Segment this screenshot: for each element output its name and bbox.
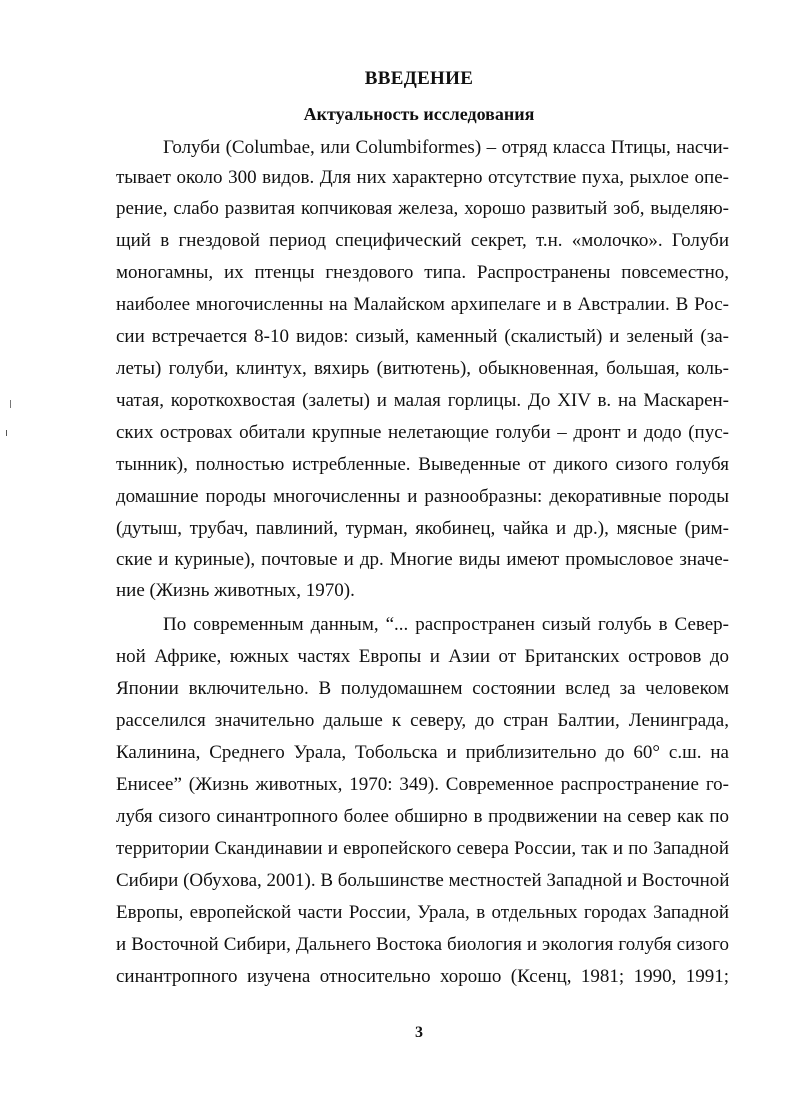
paragraph-line: ских островах обитали крупные нелетающие голуби – дронт и додо (пус- <box>116 422 729 443</box>
paragraph-line: территории Скандинавии и европейского севера России, так и по Западной <box>116 838 729 859</box>
paragraph-line: По современным данным, “... распространен сизый голубь в Север- <box>163 614 729 635</box>
paragraph-line: и Восточной Сибири, Дальнего Востока биология и экология голубя сизого <box>116 934 729 955</box>
paragraph-line: наиболее многочисленны на Малайском архипелаге и в Австралии. В Рос- <box>116 294 729 315</box>
section-subtitle: Актуальность исследования <box>303 104 535 124</box>
margin-scan-mark <box>6 430 7 436</box>
paragraph-line: моногамны, их птенцы гнездового типа. Распространены повсеместно, <box>116 262 729 283</box>
paragraph-line: лубя сизого синантропного более обширно в продвижении на север как по <box>116 806 729 827</box>
paragraph-line: рение, слабо развитая копчиковая железа, хорошо развитый зоб, выделяю- <box>116 198 729 219</box>
paragraph-line: Калинина, Среднего Урала, Тобольска и приблизительно до 60° с.ш. на <box>116 742 729 763</box>
paragraph-line: Голуби (Columbae, или Columbiformes) – отряд класса Птицы, насчи- <box>163 137 729 158</box>
paragraph-line: Европы, европейской части России, Урала, в отдельных городах Западной <box>116 902 729 923</box>
paragraph-line: Сибири (Обухова, 2001). В большинстве местностей Западной и Восточной <box>116 870 730 891</box>
paragraph-line: ние (Жизнь животных, 1970). <box>116 580 355 601</box>
paragraph-line: ские и куриные), почтовые и др. Многие виды имеют промысловое значе- <box>116 549 729 570</box>
section-title: ВВЕДЕНИЕ <box>364 68 474 89</box>
paragraph-line: расселился значительно дальше к северу, до стран Балтии, Ленинграда, <box>116 710 729 731</box>
margin-scan-mark-secondary <box>10 400 11 408</box>
paragraph-line: домашние породы многочисленны и разнообразны: декоративные породы <box>116 486 729 507</box>
paragraph-line: Енисее” (Жизнь животных, 1970: 349). Современное распространение го- <box>116 774 729 795</box>
paragraph-line: сии встречается 8-10 видов: сизый, каменный (скалистый) и зеленый (за- <box>116 326 729 347</box>
paragraph-line: чатая, короткохвостая (залеты) и малая горлицы. До XIV в. на Маскарен- <box>116 390 729 411</box>
paragraph-line: Японии включительно. В полудомашнем состоянии вслед за человеком <box>116 678 729 699</box>
paragraph-line: леты) голуби, клинтух, вяхирь (витютень), обыкновенная, большая, коль- <box>116 358 729 379</box>
paragraph-line: ной Африке, южных частях Европы и Азии от Британских островов до <box>116 646 729 667</box>
paragraph-line: тывает около 300 видов. Для них характерно отсутствие пуха, рыхлое опе- <box>116 167 729 188</box>
paragraph-line: щий в гнездовой период специфический секрет, т.н. «молочко». Голуби <box>116 230 729 251</box>
paragraph-line: синантропного изучена относительно хорошо (Ксенц, 1981; 1990, 1991; <box>116 966 729 987</box>
page-number: 3 <box>415 1024 423 1041</box>
paragraph-line: тынник), полностью истребленные. Выведенные от дикого сизого голубя <box>116 454 729 475</box>
paragraph-line: (дутыш, трубач, павлиний, турман, якобинец, чайка и др.), мясные (рим- <box>116 518 729 539</box>
